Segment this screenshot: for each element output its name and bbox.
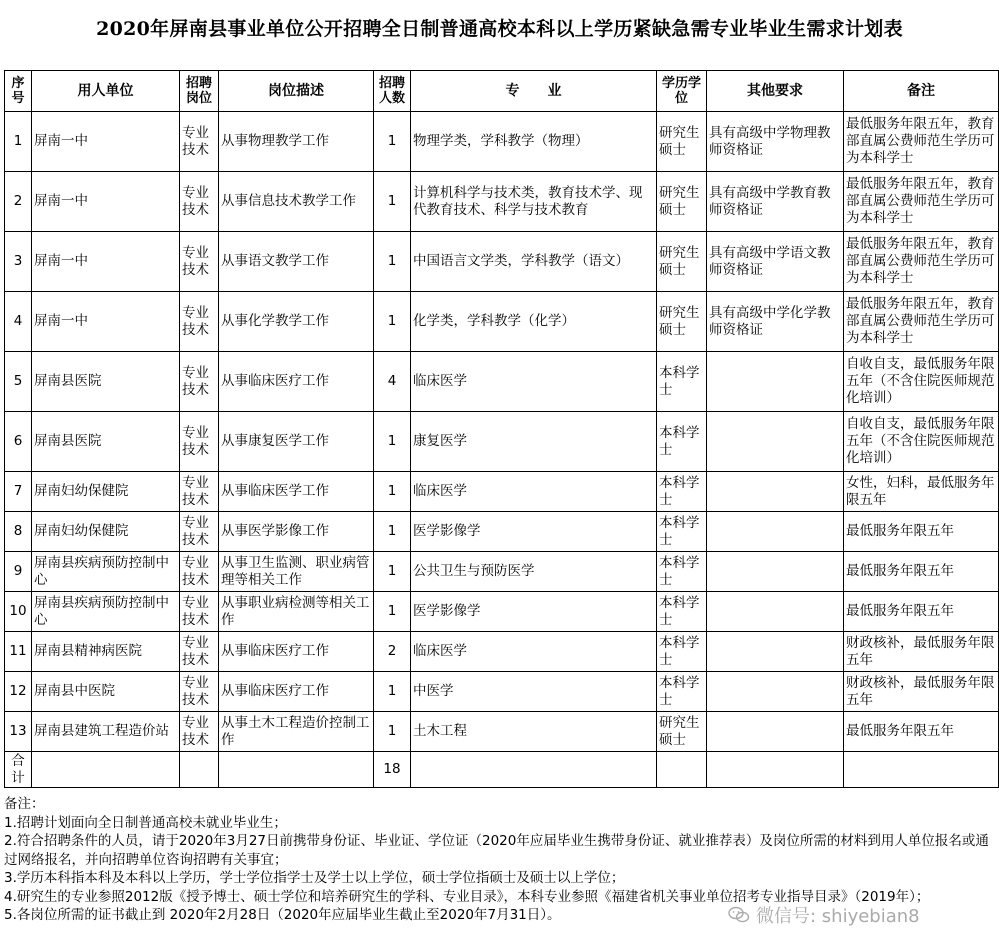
cell-major: 计算机科学与技术类，教育技术学、现代教育技术、科学与技术教育	[411, 172, 657, 232]
cell-remark: 最低服务年限五年	[844, 712, 999, 752]
table-row	[5, 712, 999, 752]
table-row	[5, 552, 999, 592]
cell-other	[707, 352, 844, 412]
cell-other: 具有高级中学教育教师资格证	[707, 172, 844, 232]
cell-seq: 7	[5, 472, 32, 512]
cell-other: 具有高级中学化学教师资格证	[707, 292, 844, 352]
header-unit: 用人单位	[32, 71, 180, 112]
cell-other	[707, 672, 844, 712]
header-post: 招聘岗位	[180, 71, 219, 112]
cell-major: 中医学	[411, 672, 657, 712]
cell-major: 物理学类，学科教学（物理）	[411, 112, 657, 172]
cell-remark: 最低服务年限五年，教育部直属公费师范生学历可为本科学士	[844, 292, 999, 352]
cell-seq: 10	[5, 592, 32, 632]
cell-remark: 最低服务年限五年	[844, 552, 999, 592]
cell-remark: 最低服务年限五年，教育部直属公费师范生学历可为本科学士	[844, 112, 999, 172]
cell-edu: 研究生硕士	[657, 172, 707, 232]
total-row	[5, 752, 999, 788]
recruitment-plan-table	[4, 70, 999, 788]
cell-seq: 13	[5, 712, 32, 752]
cell-desc: 从事医学影像工作	[219, 512, 374, 552]
cell-desc: 从事临床医疗工作	[219, 672, 374, 712]
cell-edu: 本科学士	[657, 472, 707, 512]
cell-post: 专业技术	[180, 232, 219, 292]
watermark-text: 微信号: shiyebian8	[756, 906, 920, 927]
cell-edu: 本科学士	[657, 552, 707, 592]
cell-remark: 财政核补，最低服务年限五年	[844, 672, 999, 712]
table-row	[5, 592, 999, 632]
cell-count: 1	[374, 112, 411, 172]
cell-unit: 屏南县疾病预防控制中心	[32, 592, 180, 632]
wechat-icon	[728, 906, 750, 924]
header-count: 招聘人数	[374, 71, 411, 112]
cell-other	[707, 632, 844, 672]
total-label: 合计	[5, 752, 32, 788]
cell-count: 1	[374, 172, 411, 232]
cell-remark: 最低服务年限五年，教育部直属公费师范生学历可为本科学士	[844, 232, 999, 292]
cell-unit: 屏南妇幼保健院	[32, 512, 180, 552]
cell-remark: 女性，妇科，最低服务年限五年	[844, 472, 999, 512]
table-row	[5, 232, 999, 292]
table-row	[5, 672, 999, 712]
total-count: 18	[374, 752, 411, 788]
note-item: 3.学历本科指本科及本科以上学历，学士学位指学士及学士以上学位，硕士学位指硕士及硕士以上学位；	[4, 870, 625, 886]
cell-post: 专业技术	[180, 472, 219, 512]
table-row	[5, 472, 999, 512]
cell-count: 1	[374, 232, 411, 292]
cell-post: 专业技术	[180, 712, 219, 752]
header-edu: 学历学位	[657, 71, 707, 112]
table-row	[5, 292, 999, 352]
cell-unit: 屏南县疾病预防控制中心	[32, 552, 180, 592]
cell-seq: 5	[5, 352, 32, 412]
cell-major: 公共卫生与预防医学	[411, 552, 657, 592]
cell-desc: 从事语文教学工作	[219, 232, 374, 292]
cell-unit: 屏南县建筑工程造价站	[32, 712, 180, 752]
header-major: 专 业	[411, 71, 657, 112]
cell-desc: 从事物理教学工作	[219, 112, 374, 172]
cell-count: 1	[374, 712, 411, 752]
notes-heading: 备注：	[4, 796, 45, 812]
cell-edu: 研究生硕士	[657, 112, 707, 172]
cell-edu: 本科学士	[657, 592, 707, 632]
cell-post: 专业技术	[180, 292, 219, 352]
total-empty-cell	[707, 752, 844, 788]
cell-count: 1	[374, 292, 411, 352]
cell-other	[707, 712, 844, 752]
cell-unit: 屏南一中	[32, 232, 180, 292]
cell-post: 专业技术	[180, 112, 219, 172]
cell-desc: 从事职业病检测等相关工作	[219, 592, 374, 632]
cell-post: 专业技术	[180, 352, 219, 412]
cell-post: 专业技术	[180, 412, 219, 472]
cell-desc: 从事化学教学工作	[219, 292, 374, 352]
watermark	[728, 902, 920, 928]
cell-remark: 最低服务年限五年	[844, 512, 999, 552]
cell-seq: 3	[5, 232, 32, 292]
cell-count: 2	[374, 632, 411, 672]
cell-count: 1	[374, 512, 411, 552]
cell-unit: 屏南一中	[32, 172, 180, 232]
cell-desc: 从事临床医疗工作	[219, 632, 374, 672]
cell-unit: 屏南县医院	[32, 412, 180, 472]
cell-edu: 本科学士	[657, 672, 707, 712]
cell-count: 1	[374, 592, 411, 632]
cell-count: 1	[374, 412, 411, 472]
cell-other	[707, 512, 844, 552]
table-row	[5, 412, 999, 472]
cell-count: 4	[374, 352, 411, 412]
cell-other: 具有高级中学语文教师资格证	[707, 232, 844, 292]
cell-edu: 本科学士	[657, 412, 707, 472]
header-seq: 序号	[5, 71, 32, 112]
table-row	[5, 512, 999, 552]
cell-major: 医学影像学	[411, 512, 657, 552]
cell-desc: 从事临床医学工作	[219, 472, 374, 512]
cell-other	[707, 472, 844, 512]
cell-desc: 从事康复医学工作	[219, 412, 374, 472]
total-empty-cell	[657, 752, 707, 788]
cell-seq: 11	[5, 632, 32, 672]
cell-major: 医学影像学	[411, 592, 657, 632]
table-row	[5, 632, 999, 672]
total-empty-cell	[219, 752, 374, 788]
total-empty-cell	[32, 752, 180, 788]
cell-count: 1	[374, 552, 411, 592]
cell-desc: 从事卫生监测、职业病管理等相关工作	[219, 552, 374, 592]
page-title: 2020年屏南县事业单位公开招聘全日制普通高校本科以上学历紧缺急需专业毕业生需求计划表	[96, 18, 903, 40]
cell-seq: 1	[5, 112, 32, 172]
header-remark: 备注	[844, 71, 999, 112]
header-other: 其他要求	[707, 71, 844, 112]
cell-other	[707, 592, 844, 632]
cell-major: 中国语言文学类，学科教学（语文）	[411, 232, 657, 292]
cell-seq: 12	[5, 672, 32, 712]
cell-seq: 2	[5, 172, 32, 232]
cell-seq: 6	[5, 412, 32, 472]
cell-remark: 最低服务年限五年，教育部直属公费师范生学历可为本科学士	[844, 172, 999, 232]
cell-unit: 屏南一中	[32, 112, 180, 172]
cell-major: 临床医学	[411, 352, 657, 412]
cell-unit: 屏南一中	[32, 292, 180, 352]
cell-seq: 4	[5, 292, 32, 352]
cell-major: 化学类，学科教学（化学）	[411, 292, 657, 352]
cell-desc: 从事信息技术教学工作	[219, 172, 374, 232]
cell-edu: 本科学士	[657, 632, 707, 672]
header-desc: 岗位描述	[219, 71, 374, 112]
cell-edu: 本科学士	[657, 512, 707, 552]
cell-desc: 从事土木工程造价控制工作	[219, 712, 374, 752]
cell-other	[707, 412, 844, 472]
cell-major: 临床医学	[411, 472, 657, 512]
cell-count: 1	[374, 472, 411, 512]
cell-remark: 自收自支，最低服务年限五年（不含住院医师规范化培训）	[844, 412, 999, 472]
cell-remark: 最低服务年限五年	[844, 592, 999, 632]
total-empty-cell	[180, 752, 219, 788]
cell-unit: 屏南妇幼保健院	[32, 472, 180, 512]
cell-post: 专业技术	[180, 632, 219, 672]
table-row	[5, 352, 999, 412]
cell-seq: 8	[5, 512, 32, 552]
cell-edu: 研究生硕士	[657, 232, 707, 292]
note-item: 5.各岗位所需的证书截止到 2020年2月28日（2020年应届毕业生截止至2020年7月31日）。	[4, 907, 561, 923]
table-header-row	[5, 71, 999, 112]
cell-post: 专业技术	[180, 592, 219, 632]
cell-edu: 本科学士	[657, 352, 707, 412]
table-row	[5, 112, 999, 172]
cell-edu: 研究生硕士	[657, 292, 707, 352]
cell-count: 1	[374, 672, 411, 712]
cell-major: 康复医学	[411, 412, 657, 472]
cell-unit: 屏南县医院	[32, 352, 180, 412]
cell-remark: 财政核补，最低服务年限五年	[844, 632, 999, 672]
cell-other	[707, 552, 844, 592]
cell-post: 专业技术	[180, 512, 219, 552]
cell-post: 专业技术	[180, 552, 219, 592]
cell-edu: 研究生硕士	[657, 712, 707, 752]
cell-remark: 自收自支，最低服务年限五年（不含住院医师规范化培训）	[844, 352, 999, 412]
cell-major: 土木工程	[411, 712, 657, 752]
note-item: 4.研究生的专业参照2012版《授予博士、硕士学位和培养研究生的学科、专业目录》，本科专业参照《福建省机关事业单位招考专业指导目录》（2019年）；	[4, 888, 930, 905]
cell-post: 专业技术	[180, 172, 219, 232]
cell-unit: 屏南县精神病医院	[32, 632, 180, 672]
cell-seq: 9	[5, 552, 32, 592]
note-item: 2.符合招聘条件的人员，请于2020年3月27日前携带身份证、毕业证、学位证（2020年应届毕业生携带身份证、就业推荐表）及岗位所需的材料到用人单位报名或通过网络报名，并向招聘单位咨询招聘有关事宜；	[4, 833, 989, 868]
cell-major: 临床医学	[411, 632, 657, 672]
table-row	[5, 172, 999, 232]
total-empty-cell	[844, 752, 999, 788]
cell-unit: 屏南县中医院	[32, 672, 180, 712]
cell-other: 具有高级中学物理教师资格证	[707, 112, 844, 172]
cell-desc: 从事临床医疗工作	[219, 352, 374, 412]
cell-post: 专业技术	[180, 672, 219, 712]
total-empty-cell	[411, 752, 657, 788]
note-item: 1.招聘计划面向全日制普通高校未就业毕业生；	[4, 814, 287, 831]
